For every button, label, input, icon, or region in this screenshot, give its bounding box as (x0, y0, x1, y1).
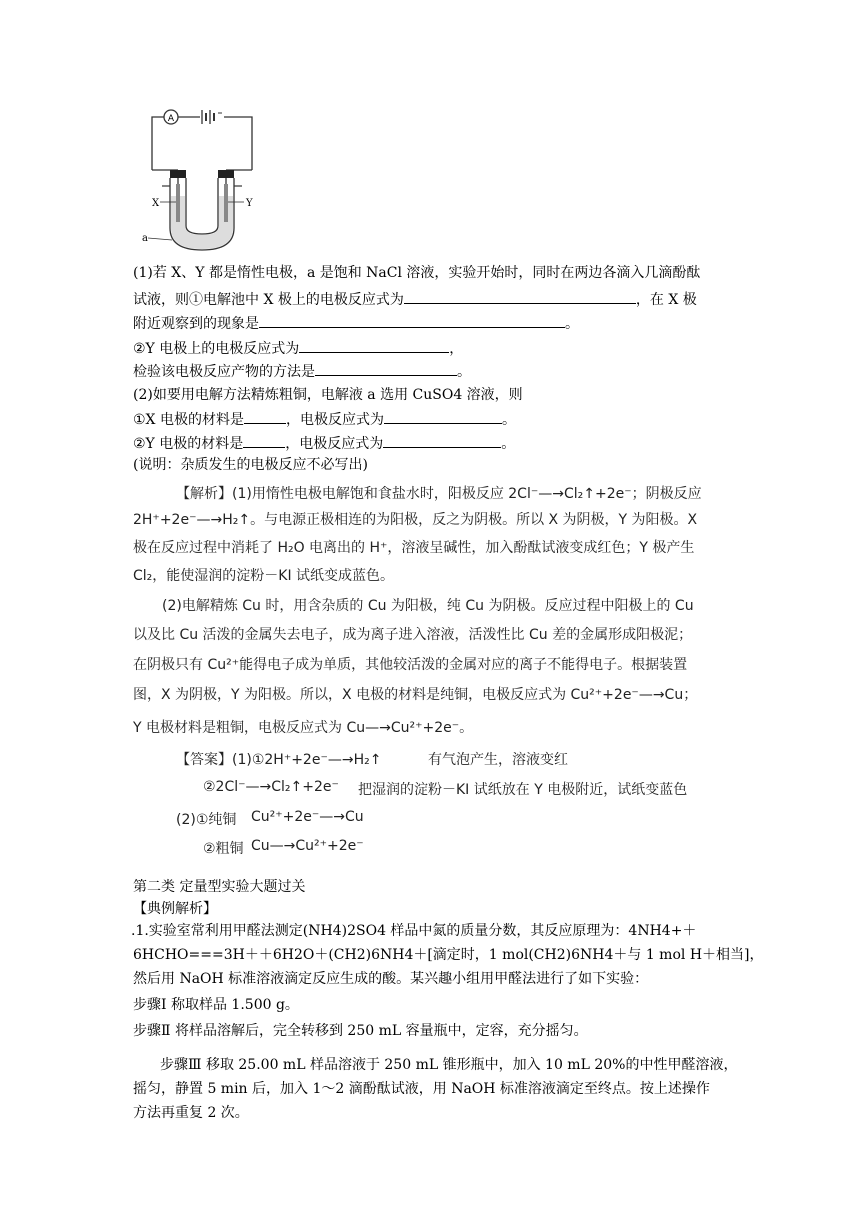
question-line-8: ②Y 电极的材料是 ，电极反应式为 。 (133, 433, 515, 454)
question-line-2: 试液，则①电解池中 X 极上的电极反应式为 ，在 X 极 (133, 289, 697, 310)
section-question-line: 6HCHO===3H＋＋6H2O＋(CH2)6NH4＋[滴定时，1 mol(CH2)6NH4＋与 1 mol H＋相当]， (133, 947, 764, 963)
step-1: 步骤Ⅰ 称取样品 1.500 g。 (133, 997, 299, 1013)
question-line-7: ①X 电极的材料是 ，电极反应式为 。 (133, 409, 516, 430)
answer-line-2: ②2Cl⁻—→Cl₂↑+2e⁻ (203, 779, 339, 795)
analysis-line: 【解析】(1)用惰性电极电解饱和食盐水时，阳极反应 2Cl⁻—→Cl₂↑+2e⁻；阴极反应 (176, 486, 702, 502)
analysis-line: 2H⁺+2e⁻—→H₂↑。与电源正极相连的为阳极，反之为阴极。所以 X 为阴极，Y 为阳极。X (133, 512, 698, 528)
step-2: 步骤Ⅱ 将样品溶解后，完全转移到 250 mL 容量瓶中，定容，充分摇匀。 (133, 1023, 588, 1039)
label-a: a (142, 233, 148, 244)
step-3: 步骤Ⅲ 移取 25.00 mL 样品溶液于 250 mL 锥形瓶中，加入 10 mL 20%的中性甲醛溶液， (160, 1057, 738, 1073)
section-title: 第二类 定量型实验大题过关 (133, 879, 306, 895)
answer-line-1: 【答案】(1)①2H⁺+2e⁻—→H₂↑ (176, 752, 382, 768)
analysis-line: 以及比 Cu 活泼的金属失去电子，成为离子进入溶液，活泼性比 Cu 差的金属形成阳极泥； (133, 627, 693, 643)
ammeter-label: A (167, 114, 175, 124)
question-line-9: (说明：杂质发生的电极反应不必写出) (133, 457, 368, 473)
label-x: X (152, 198, 160, 209)
analysis-line: 极在反应过程中消耗了 H₂O 电离出的 H⁺，溶液呈碱性，加入酚酞试液变成红色；Y 极产生 (133, 540, 695, 556)
analysis-line: 在阴极只有 Cu²⁺能得电子成为单质，其他较活泼的金属对应的离子不能得电子。根据装置 (133, 657, 688, 673)
section-subtitle: 【典例解析】 (133, 901, 217, 917)
answer-line-1b: 有气泡产生，溶液变红 (428, 752, 568, 768)
step-3-cont: 摇匀，静置 5 min 后，加入 1～2 滴酚酞试液，用 NaOH 标准溶液滴定至终点。按上述操作 (133, 1081, 710, 1097)
analysis-line: 图，X 为阴极，Y 为阳极。所以，X 电极的材料是纯铜，电极反应式为 Cu²⁺+2e⁻—→Cu； (133, 687, 698, 703)
section-question-line: 然后用 NaOH 标准溶液滴定反应生成的酸。某兴趣小组用甲醛法进行了如下实验： (133, 971, 649, 987)
step-3-cont: 方法再重复 2 次。 (133, 1105, 249, 1121)
answer-line-4: ②粗铜 (203, 841, 244, 857)
question-line-5: 检验该电极反应产物的方法是 。 (133, 361, 471, 382)
analysis-line: Cl₂，能使湿润的淀粉－KI 试纸变成蓝色。 (133, 568, 395, 584)
question-line-6: (2)如要用电解方法精炼粗铜，电解液 a 选用 CuSO4 溶液，则 (133, 387, 523, 403)
electrolysis-apparatus-figure (132, 100, 272, 260)
analysis-line: (2)电解精炼 Cu 时，用含杂质的 Cu 为阳极，纯 Cu 为阴极。反应过程中阳极上的 Cu (162, 598, 694, 614)
analysis-line: Y 电极材料是粗铜，电极反应式为 Cu—→Cu²⁺+2e⁻。 (133, 720, 474, 736)
question-line-3: 附近观察到的现象是 。 (133, 313, 579, 334)
section-question-line: .1.实验室常利用甲醛法测定(NH4)2SO4 样品中氮的质量分数，其反应原理为：4NH4+＋ (131, 923, 697, 939)
answer-line-3: (2)①纯铜 (176, 812, 237, 828)
label-y: Y (246, 198, 253, 209)
answer-line-3b: Cu²⁺+2e⁻—→Cu (251, 809, 364, 825)
question-line-4: ②Y 电极上的电极反应式为 ， (133, 338, 463, 359)
answer-line-4b: Cu—→Cu²⁺+2e⁻ (251, 838, 364, 854)
question-line-1: (1)若 X、Y 都是惰性电极，a 是饱和 NaCl 溶液，实验开始时，同时在两边各滴入几滴酚酞 (133, 265, 701, 281)
answer-line-2b: 把湿润的淀粉－KI 试纸放在 Y 电极附近，试纸变蓝色 (358, 782, 688, 798)
